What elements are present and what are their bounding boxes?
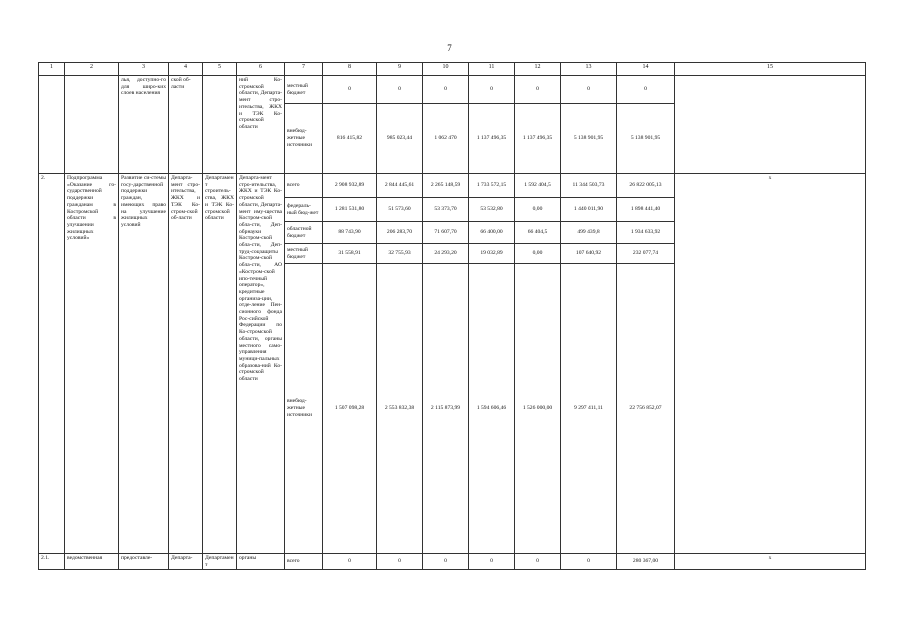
value-cell: 232 077,74 xyxy=(617,244,675,264)
value-cell: 1 526 000,00 xyxy=(515,264,561,554)
value-cell: 0 xyxy=(423,76,469,104)
funding-source: всего xyxy=(285,174,323,198)
subprogram-participants: Департа-мент стро-ительства, ЖКХ и ТЭК Ко-стромской области, Департа-мент иму-щества Костром-ской обла-сти, Деп-обрнауки Костром-ской обла-сти, Деп-труд-соцзащиты Костром-ской обла-сти, АО «Костром-ской ипо-течный оператор», кредитные организа-ции, отде-ление Пен-сионного фонда Рос-сийской Федерации по Ко-стромской области, органы местного само-управления муници-пальных образова-ний Ко-стромской области xyxy=(237,174,285,554)
subprogram-name: ведомственная xyxy=(65,554,119,570)
value-cell: 0 xyxy=(323,554,377,570)
value-cell: 1 137 496,35 xyxy=(469,104,515,174)
value-cell: 0,00 xyxy=(515,198,561,222)
value-cell: 66 400,00 xyxy=(469,222,515,244)
header-cell: 7 xyxy=(285,63,323,76)
value-cell: 985 023,44 xyxy=(377,104,423,174)
subprogram-goal: Развитие си-стемы госу-дарственной поддержки граждан, имеющих право на улучшение жилищных условий xyxy=(119,174,169,554)
value-cell: 53 373,70 xyxy=(423,198,469,222)
cont-name-cell xyxy=(65,76,119,174)
table-row xyxy=(39,76,866,104)
value-cell: 5 138 901,95 xyxy=(561,104,617,174)
value-cell: 32 755,93 xyxy=(377,244,423,264)
row21-col15: x xyxy=(675,554,866,570)
value-cell: 1 507 098,28 xyxy=(323,264,377,554)
header-row xyxy=(39,63,866,76)
value-cell: 0 xyxy=(561,554,617,570)
value-cell: 9 297 411,11 xyxy=(561,264,617,554)
subprogram-name: Подпрограмма «Оказание го-сударственной поддержки гражданам в Костромской области в улучшении жилищных условий» xyxy=(65,174,119,554)
value-cell: 1 898 441,40 xyxy=(617,198,675,222)
subprogram-coordinator: Департа- xyxy=(169,554,203,570)
subprogram-executor: Департамент строитель-ства, ЖКХ и ТЭК Ко-стромской области xyxy=(203,174,237,554)
value-cell: 0 xyxy=(561,76,617,104)
value-cell: 0 xyxy=(617,76,675,104)
value-cell: 280 367,00 xyxy=(617,554,675,570)
value-cell: 2 115 873,99 xyxy=(423,264,469,554)
value-cell: 0 xyxy=(469,554,515,570)
col15-mark: x xyxy=(768,175,772,181)
subprogram-participants: органы xyxy=(237,554,285,570)
value-cell: 11 344 503,73 xyxy=(561,174,617,198)
page-number: 7 xyxy=(447,43,452,53)
value-cell: 1 062 470 xyxy=(423,104,469,174)
subprogram-col15 xyxy=(675,174,866,554)
value-cell: 0 xyxy=(423,554,469,570)
value-cell: 88 743,90 xyxy=(323,222,377,244)
value-cell: 1 733 572,15 xyxy=(469,174,515,198)
header-cell: 1 xyxy=(39,63,65,76)
budget-table xyxy=(38,62,866,570)
value-cell: 0 xyxy=(377,554,423,570)
header-cell: 3 xyxy=(119,63,169,76)
value-cell: 31 558,91 xyxy=(323,244,377,264)
value-cell: 2 844 445,61 xyxy=(377,174,423,198)
header-cell: 9 xyxy=(377,63,423,76)
value-cell: 0 xyxy=(515,554,561,570)
value-cell: 2 265 148,59 xyxy=(423,174,469,198)
value-cell: 1 281 531,80 xyxy=(323,198,377,222)
value-cell: 1 594 606,46 xyxy=(469,264,515,554)
cont-coord-cell: ской об-ласти xyxy=(169,76,203,174)
header-cell: 2 xyxy=(65,63,119,76)
header-cell: 11 xyxy=(469,63,515,76)
value-cell: 5 138 901,95 xyxy=(617,104,675,174)
value-cell: 816 415,82 xyxy=(323,104,377,174)
subprogram-coordinator: Департа-мент стро-ительства, ЖКХ и ТЭК Ко-стром-ской об-ласти xyxy=(169,174,203,554)
header-cell: 5 xyxy=(203,63,237,76)
value-cell: 2 908 932,89 xyxy=(323,174,377,198)
funding-source: областной бюджет xyxy=(285,222,323,244)
header-cell: 6 xyxy=(237,63,285,76)
table-row xyxy=(39,174,866,198)
value-cell: 19 032,89 xyxy=(469,244,515,264)
value-cell: 0 xyxy=(469,76,515,104)
header-cell: 15 xyxy=(675,63,866,76)
funding-source: местный бюджет xyxy=(285,244,323,264)
cont-col15-cell xyxy=(675,76,866,174)
value-cell: 71 607,70 xyxy=(423,222,469,244)
value-cell: 53 532,80 xyxy=(469,198,515,222)
funding-source: внебюд-жетные источники xyxy=(285,104,323,174)
value-cell: 2 553 832,38 xyxy=(377,264,423,554)
value-cell: 1 440 011,90 xyxy=(561,198,617,222)
funding-source: всего xyxy=(285,554,323,570)
cont-goal-cell: лья, доступно-го для широ-ких слоев населения xyxy=(119,76,169,174)
cont-exec-cell xyxy=(203,76,237,174)
funding-source: внебюд-жетные источники xyxy=(285,264,323,554)
value-cell: 0 xyxy=(515,76,561,104)
value-cell: 26 822 005,13 xyxy=(617,174,675,198)
row-number: 2. xyxy=(39,174,65,554)
value-cell: 107 640,92 xyxy=(561,244,617,264)
value-cell: 1 934 633,92 xyxy=(617,222,675,244)
header-cell: 12 xyxy=(515,63,561,76)
cont-num-cell xyxy=(39,76,65,174)
value-cell: 51 573,60 xyxy=(377,198,423,222)
funding-source: местный бюджет xyxy=(285,76,323,104)
row-number: 2.1. xyxy=(39,554,65,570)
header-cell: 4 xyxy=(169,63,203,76)
subprogram-goal: предоставле- xyxy=(119,554,169,570)
value-cell: 0,00 xyxy=(515,244,561,264)
value-cell: 499 439,8 xyxy=(561,222,617,244)
value-cell: 22 756 852,07 xyxy=(617,264,675,554)
header-cell: 13 xyxy=(561,63,617,76)
value-cell: 24 293,20 xyxy=(423,244,469,264)
value-cell: 66 404,5 xyxy=(515,222,561,244)
value-cell: 0 xyxy=(323,76,377,104)
table-row xyxy=(39,554,866,570)
header-cell: 10 xyxy=(423,63,469,76)
subprogram-executor: Департамент xyxy=(203,554,237,570)
value-cell: 1 592 404,5 xyxy=(515,174,561,198)
value-cell: 206 283,70 xyxy=(377,222,423,244)
value-cell: 0 xyxy=(377,76,423,104)
header-cell: 14 xyxy=(617,63,675,76)
value-cell: 1 137 496,35 xyxy=(515,104,561,174)
funding-source: федераль-ный бюд-жет xyxy=(285,198,323,222)
header-cell: 8 xyxy=(323,63,377,76)
cont-participants-cell: ний Ко-стромской области, Департа-мент стро-ительства, ЖКХ и ТЭК Ко-стромской области xyxy=(237,76,285,174)
